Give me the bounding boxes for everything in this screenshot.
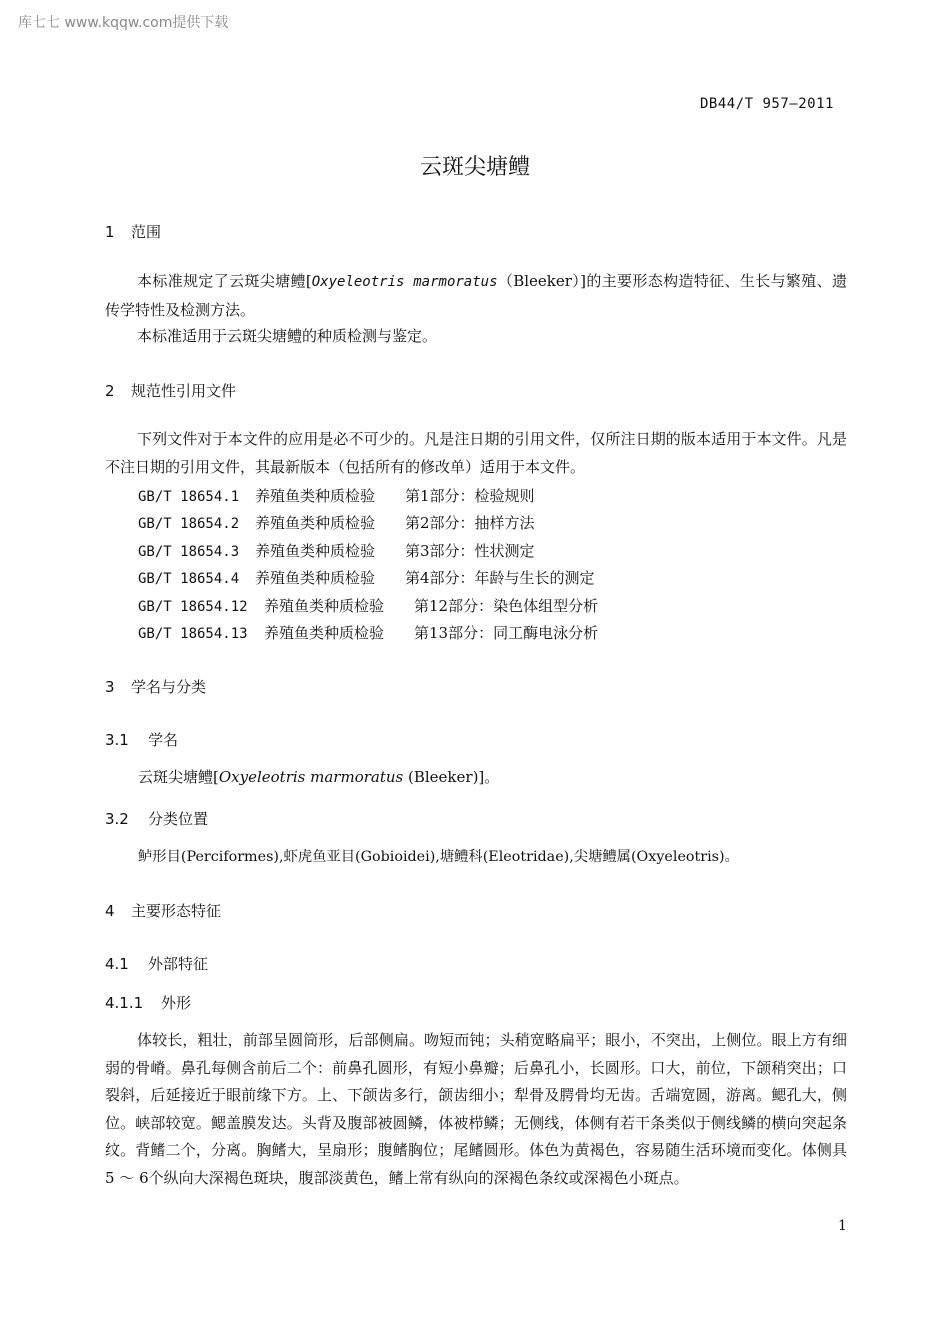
classification-text: 鲈形目(Perciformes),虾虎鱼亚目(Gobioidei),塘鳢科(Eleotridae),尖塘鳢属(Oxyeleotris)。 <box>138 849 739 865</box>
reference-item: GB/T 18654.4 养殖鱼类种质检验 第4部分：年龄与生长的测定 <box>138 569 595 587</box>
latin-name: Oxyeleotris marmoratus <box>218 768 404 786</box>
section-2-heading <box>105 380 236 401</box>
reference-item: GB/T 18654.13 养殖鱼类种质检验 第13部分：同工酶电泳分析 <box>138 624 599 642</box>
section-title: 外形 <box>161 994 192 1012</box>
section-1-paragraph-2: 本标准适用于云斑尖塘鳢的种质检测与鉴定。 <box>137 327 438 345</box>
section-3-2-heading <box>105 808 208 829</box>
page-number: 1 <box>838 1218 847 1234</box>
reference-item: GB/T 18654.3 养殖鱼类种质检验 第3部分：性状测定 <box>138 542 535 560</box>
section-number: 2 <box>105 382 115 400</box>
section-title: 学名与分类 <box>131 678 207 696</box>
section-4-1-1-heading <box>105 992 191 1013</box>
reference-item: GB/T 18654.2 养殖鱼类种质检验 第2部分：抽样方法 <box>138 514 535 532</box>
document-title: 云斑尖塘鳢 <box>419 155 530 180</box>
scientific-name: 云斑尖塘鳢[Oxyeleotris marmoratus (Bleeker)]。 <box>138 768 500 786</box>
section-number: 3 <box>105 678 115 696</box>
section-title: 范围 <box>131 223 162 241</box>
section-title: 规范性引用文件 <box>131 382 237 400</box>
section-3-1-heading <box>105 729 178 750</box>
section-title: 学名 <box>148 731 179 749</box>
section-1-heading <box>105 221 161 242</box>
latin-name: Oxyeleotris marmoratus <box>311 274 498 290</box>
section-number: 4 <box>105 902 115 920</box>
section-2-paragraph-1: 下列文件对于本文件的应用是必不可少的。凡是注日期的引用文件，仅所注日期的版本适用于本文件。凡是不注日期的引用文件，其最新版本（包括所有的修改单）适用于本文件。 <box>105 430 847 476</box>
section-number: 4.1.1 <box>105 994 144 1012</box>
reference-item: GB/T 18654.12 养殖鱼类种质检验 第12部分：染色体组型分析 <box>138 597 599 615</box>
watermark: 库七七 www.kqqw.com提供下载 <box>18 15 229 31</box>
section-number: 1 <box>105 223 115 241</box>
section-3-heading <box>105 676 206 697</box>
section-number: 3.1 <box>105 731 129 749</box>
section-number: 3.2 <box>105 810 129 828</box>
section-title: 分类位置 <box>148 810 209 828</box>
standard-code: DB44/T 957—2011 <box>700 96 834 112</box>
section-title: 主要形态特征 <box>131 902 222 920</box>
external-form-paragraph: 体较长，粗壮，前部呈圆筒形，后部侧扁。吻短而钝；头稍宽略扁平；眼小，不突出，上侧位。眼上方有细弱的骨嵴。鼻孔每侧含前后二个：前鼻孔圆形，有短小鼻瓣；后鼻孔小，长圆形。口大，前位，下颌稍突出；口裂斜，后延接近于眼前缘下方。上、下颌齿多行，颌齿细小；犁骨及腭骨均无齿。舌端宽圆，游离。鳃孔大，侧位。峡部较宽。鳃盖膜发达。头背及腹部被圆鳞，体被栉鳞；无侧线，体侧有若干条类似于侧线鳞的横向突起条纹。背鳍二个，分离。胸鳍大，呈扇形；腹鳍胸位；尾鳍圆形。体色为黄褐色，容易随生活环境而变化。体侧具5 ～ 6个纵向大深褐色斑块，腹部淡黄色，鳍上常有纵向的深褐色条纹或深褐色小斑点。 <box>105 1031 847 1187</box>
section-1-paragraph-1: 本标准规定了云斑尖塘鳢[Oxyeleotris marmoratus（Bleeker）]的主要形态构造特征、生长与繁殖、遗传学特性及检测方法。 <box>105 272 847 319</box>
section-4-1-heading <box>105 953 208 974</box>
reference-item: GB/T 18654.1 养殖鱼类种质检验 第1部分：检验规则 <box>138 487 535 505</box>
section-number: 4.1 <box>105 955 129 973</box>
section-4-heading <box>105 900 221 921</box>
section-title: 外部特征 <box>148 955 209 973</box>
